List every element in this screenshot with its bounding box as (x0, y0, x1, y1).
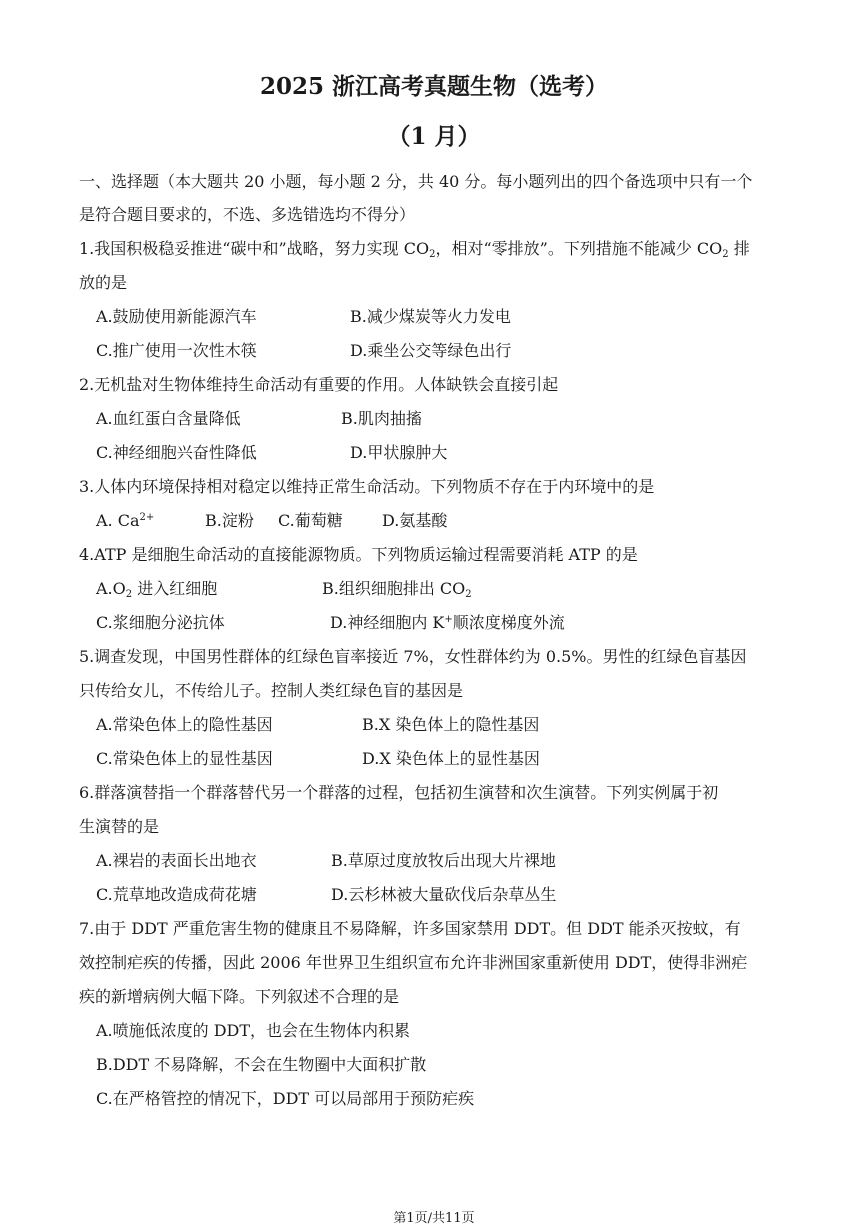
question-1-option-d: D.乘坐公交等绿色出行 (350, 341, 512, 360)
question-7-stem-line2: 效控制疟疾的传播，因此 2006 年世界卫生组织宣布允许非洲国家重新使用 DDT，使得非洲疟 (79, 953, 748, 972)
question-2-option-b: B.肌肉抽搐 (341, 409, 422, 428)
question-7-option-c: C.在严格管控的情况下，DDT 可以局部用于预防疟疾 (96, 1089, 475, 1108)
question-1-option-b: B.减少煤炭等火力发电 (350, 307, 511, 326)
page-footer: 第1页/共11页 (393, 1211, 475, 1226)
question-4-option-a: $A.O_2$ 进入红细胞 (96, 579, 218, 600)
question-3-stem: 3.人体内环境保持相对稳定以维持正常生命活动。下列物质不存在于内环境中的是 (79, 477, 655, 496)
question-3-option-b: B.淀粉 (205, 511, 254, 530)
question-6-option-a: A.裸岩的表面长出地衣 (96, 851, 257, 870)
question-4-option-d: D.神经细胞内 K+顺浓度梯度外流 (330, 613, 565, 632)
question-1-stem-line2: 放的是 (79, 273, 128, 292)
question-3-option-c: C.葡萄糖 (278, 511, 343, 530)
question-2-option-c: C.神经细胞兴奋性降低 (96, 443, 257, 462)
question-6-option-b: B.草原过度放牧后出现大片裸地 (331, 851, 556, 870)
question-7-stem: 7.由于 DDT 严重危害生物的健康且不易降解，许多国家禁用 DDT。但 DDT 能杀灭按蚊，有 (79, 919, 741, 938)
question-4-option-b: B.组织细胞排出 $CO_2$ (322, 579, 472, 600)
question-1-stem: 1.我国积极稳妥推进“碳中和”战略，努力实现 $CO_2$，相对“零排放”。下列措施不能减少 $CO_2$ 排 (79, 239, 750, 260)
question-5-option-a: A.常染色体上的隐性基因 (96, 715, 273, 734)
question-2-stem: 2.无机盐对生物体维持生命活动有重要的作用。人体缺铁会直接引起 (79, 375, 559, 394)
question-5-option-b: B.X 染色体上的隐性基因 (362, 715, 540, 734)
question-1-option-a: A.鼓励使用新能源汽车 (96, 307, 257, 326)
question-5-stem: 5.调查发现，中国男性群体的红绿色盲率接近 7%，女性群体约为 0.5%。男性的红绿色盲基因 (79, 647, 747, 666)
page-subtitle: （1 月） (387, 123, 481, 150)
question-4-option-c: C.浆细胞分泌抗体 (96, 613, 225, 632)
question-2-option-a: A.血红蛋白含量降低 (96, 409, 241, 428)
question-7-option-a: A.喷施低浓度的 DDT，也会在生物体内积累 (96, 1021, 411, 1040)
question-6-stem-line2: 生演替的是 (79, 817, 160, 836)
question-6-option-d: D.云杉林被大量砍伐后杂草丛生 (331, 885, 557, 904)
question-7-stem-line3: 疾的新增病例大幅下降。下列叙述不合理的是 (79, 987, 400, 1006)
section-instructions-line2: 是符合题目要求的，不选、多选错选均不得分） (79, 205, 416, 224)
question-3-option-d: D.氨基酸 (382, 511, 448, 530)
question-5-option-d: D.X 染色体上的显性基因 (362, 749, 540, 768)
question-6-stem: 6.群落演替指一个群落替代另一个群落的过程，包括初生演替和次生演替。下列实例属于初 (79, 783, 719, 802)
question-1-option-c: C.推广使用一次性木筷 (96, 341, 257, 360)
question-5-option-c: C.常染色体上的显性基因 (96, 749, 273, 768)
question-2-option-d: D.甲状腺肿大 (350, 443, 448, 462)
question-6-option-c: C.荒草地改造成荷花塘 (96, 885, 257, 904)
page-title: 2025 浙江高考真题生物（选考） (259, 73, 609, 100)
question-4-stem: 4.ATP 是细胞生命活动的直接能源物质。下列物质运输过程需要消耗 ATP 的是 (79, 545, 638, 564)
section-instructions-line1: 一、选择题（本大题共 20 小题，每小题 2 分，共 40 分。每小题列出的四个备选项中只有一个 (79, 172, 753, 191)
question-7-option-b: B.DDT 不易降解，不会在生物圈中大面积扩散 (96, 1055, 427, 1074)
question-3-option-a: A. $Ca^{2+}$ (96, 511, 155, 530)
question-5-stem-line2: 只传给女儿，不传给儿子。控制人类红绿色盲的基因是 (79, 681, 464, 700)
